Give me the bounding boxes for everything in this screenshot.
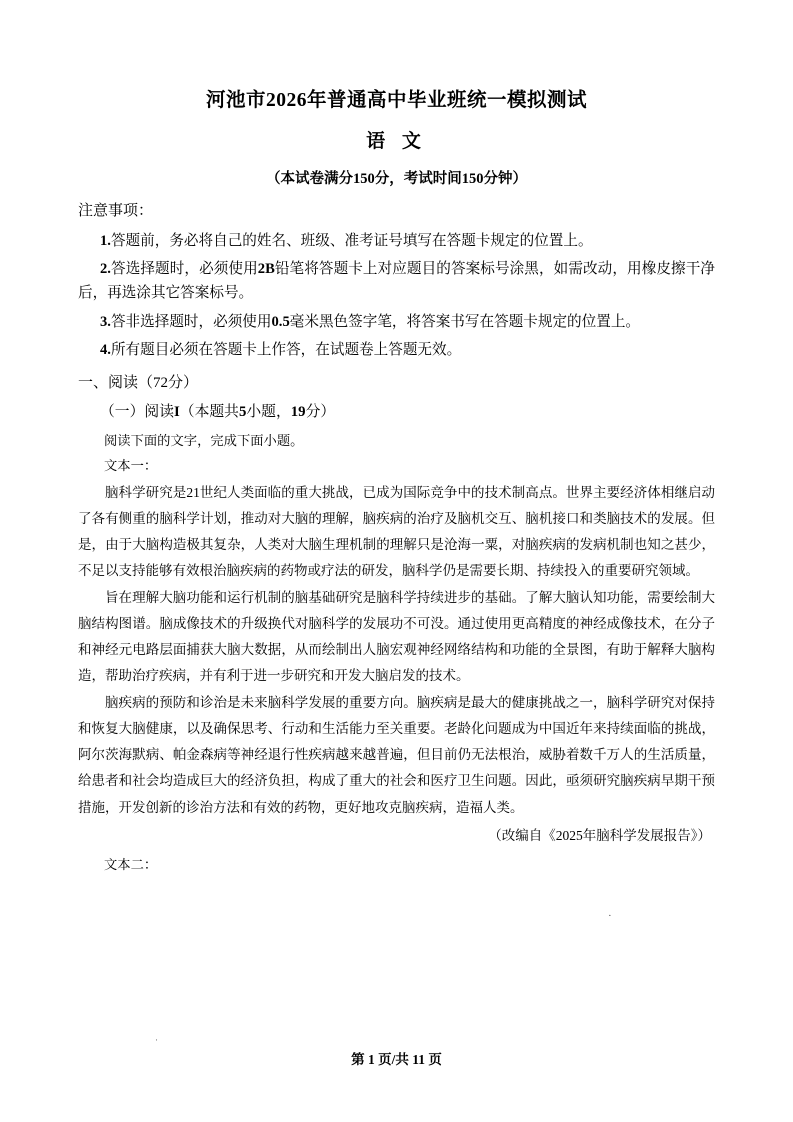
- score-time-line: （本试卷满分150分，考试时间150分钟）: [266, 171, 527, 188]
- paragraph: 脑疾病的预防和诊治是未来脑科学发展的重要方向。脑疾病是最大的健康挑战之一，脑科学研究对保持和恢复大脑健康，以及确保思考、行动和生活能力至关重要。老龄化问题成为中国近年来持续面临的挑战，阿尔茨海默病、帕金森病等神经退行性疾病越来越普遍，但目前仍无法根治，威胁着数千万人的生活质量，给患者和社会均造成巨大的经济负担，构成了重大的社会和医疗卫生问题。因此，亟须研究脑疾病早期干预措施，开发创新的诊治方法和有效的药物，更好地攻克脑疾病，造福人类。: [78, 695, 715, 815]
- page-footer: 第 1 页/共 11 页: [351, 1052, 442, 1067]
- section-heading: 一、阅读（72分）: [78, 375, 199, 392]
- notice-heading: 注意事项：: [78, 203, 154, 220]
- subsection-heading: （一）阅读I（本题共5小题，19分）: [100, 403, 336, 420]
- page-title: 河池市2026年普通高中毕业班统一模拟测试: [205, 90, 587, 111]
- notice-item: 3.答非选择题时，必须使用0.5毫米黑色签字笔，将答案书写在答题卡规定的位置上。: [100, 313, 641, 330]
- subject-title: 语 文: [366, 131, 427, 153]
- stray-ink-mark: ·: [608, 910, 612, 922]
- text-label-two: 文本二：: [104, 857, 158, 873]
- paragraph: 旨在理解大脑功能和运行机制的脑基础研究是脑科学持续进步的基础。了解大脑认知功能，需要绘制大脑结构图谱。脑成像技术的升级换代对脑科学的发展功不可没。通过使用更高精度的神经成像技术，在分子和神经元电路层面捕获大脑大数据，从而绘制出人脑宏观神经网络结构和功能的全景图，有助于解释大脑构造，帮助治疗疾病，并有利于进一步研究和开发大脑启发的技术。: [78, 590, 715, 684]
- stray-ink-mark: ·: [155, 1035, 158, 1045]
- notice-item: 1.答题前，务必将自己的姓名、班级、准考证号填写在答题卡规定的位置上。: [100, 232, 593, 249]
- paragraph: 脑科学研究是21世纪人类面临的重大挑战，已成为国际竞争中的技术制高点。世界主要经济体相继启动了各有侧重的脑科学计划，推动对大脑的理解，脑疾病的治疗及脑机交互、脑机接口和类脑技术的发展。但是，由于大脑构造极其复杂，人类对大脑生理机制的理解只是沧海一粟，对脑疾病的发病机制也知之甚少，不足以支持能够有效根治脑疾病的药物或疗法的研发，脑科学仍是需要长期、持续投入的重要研究领域。: [78, 484, 715, 579]
- source-citation: （改编自《2025年脑科学发展报告》）: [488, 827, 711, 843]
- reading-instruction: 阅读下面的文字，完成下面小题。: [104, 433, 304, 449]
- notice-item: 4.所有题目必须在答题卡上作答，在试题卷上答题无效。: [100, 342, 462, 359]
- notice-item: 2.答选择题时，必须使用2B铅笔将答题卡上对应题目的答案标号涂黑，如需改动，用橡皮擦干净后，再选涂其它答案标号。: [78, 261, 715, 302]
- text-label-one: 文本一：: [104, 458, 158, 474]
